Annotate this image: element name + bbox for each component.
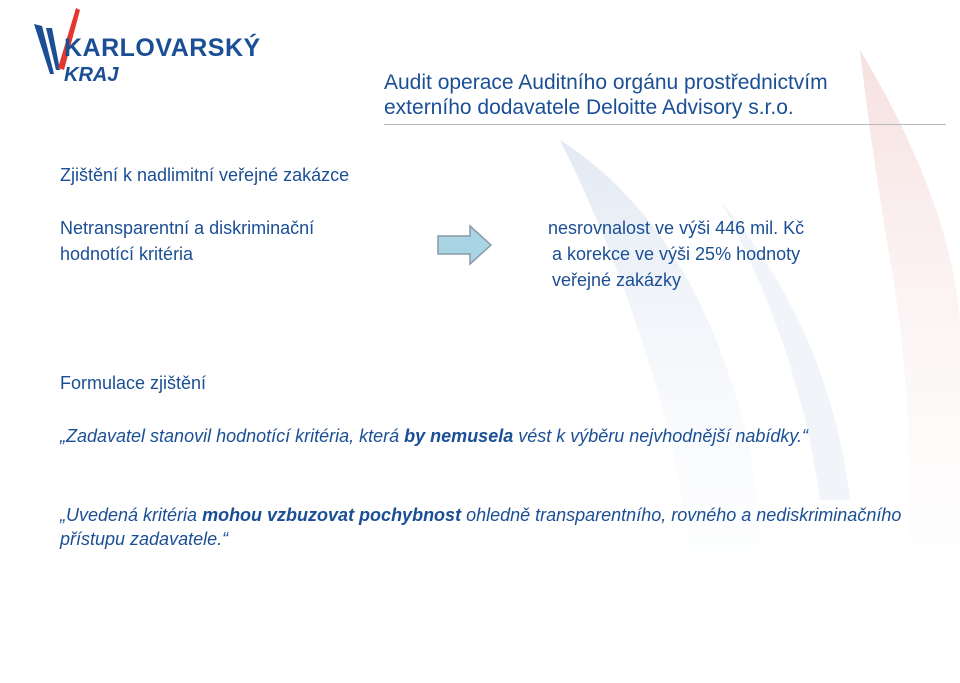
quote-2: [60, 503, 940, 551]
quote-2-part1: „Uvedená kritéria: [60, 505, 203, 525]
result-line3: veřejné zakázky: [552, 270, 682, 290]
red-swoosh: [860, 50, 960, 683]
title-divider: [384, 124, 946, 125]
quote-1-part1: „Zadavatel stanovil hodnotící kritéria, která: [60, 426, 405, 446]
issue-line1: Netransparentní a diskriminační: [60, 218, 315, 238]
quote-2-part2: ohledně transparentního, rovného a nediskriminačního přístupu zadavatele.“: [60, 505, 902, 549]
quote-1: [60, 424, 940, 448]
page-title-line2: externího dodavatele Deloitte Advisory s.r.o.: [384, 96, 794, 119]
result-line2: a korekce ve výši 25% hodnoty: [552, 244, 801, 264]
logo-text-karlovarsky: KARLOVARSKÝ: [64, 34, 261, 62]
result-line1: nesrovnalost ve výši 446 mil. Kč: [548, 218, 805, 238]
quote-1-part2: vést k výběru nejvhodnější nabídky.“: [513, 426, 809, 446]
page-title: [384, 70, 944, 120]
logo-text-kraj: KRAJ: [64, 64, 119, 86]
quote-2-bold: mohou vzbuzovat pochybnost: [202, 505, 462, 525]
right-arrow-icon: [436, 223, 494, 267]
issue-line2: hodnotící kritéria: [60, 244, 194, 264]
formulation-heading: Formulace zjištění: [60, 373, 207, 393]
page-title-line1: Audit operace Auditního orgánu prostřednictvím: [384, 71, 828, 94]
quote-1-bold: by nemusela: [404, 426, 514, 446]
finding-heading: Zjištění k nadlimitní veřejné zakázce: [60, 165, 350, 185]
